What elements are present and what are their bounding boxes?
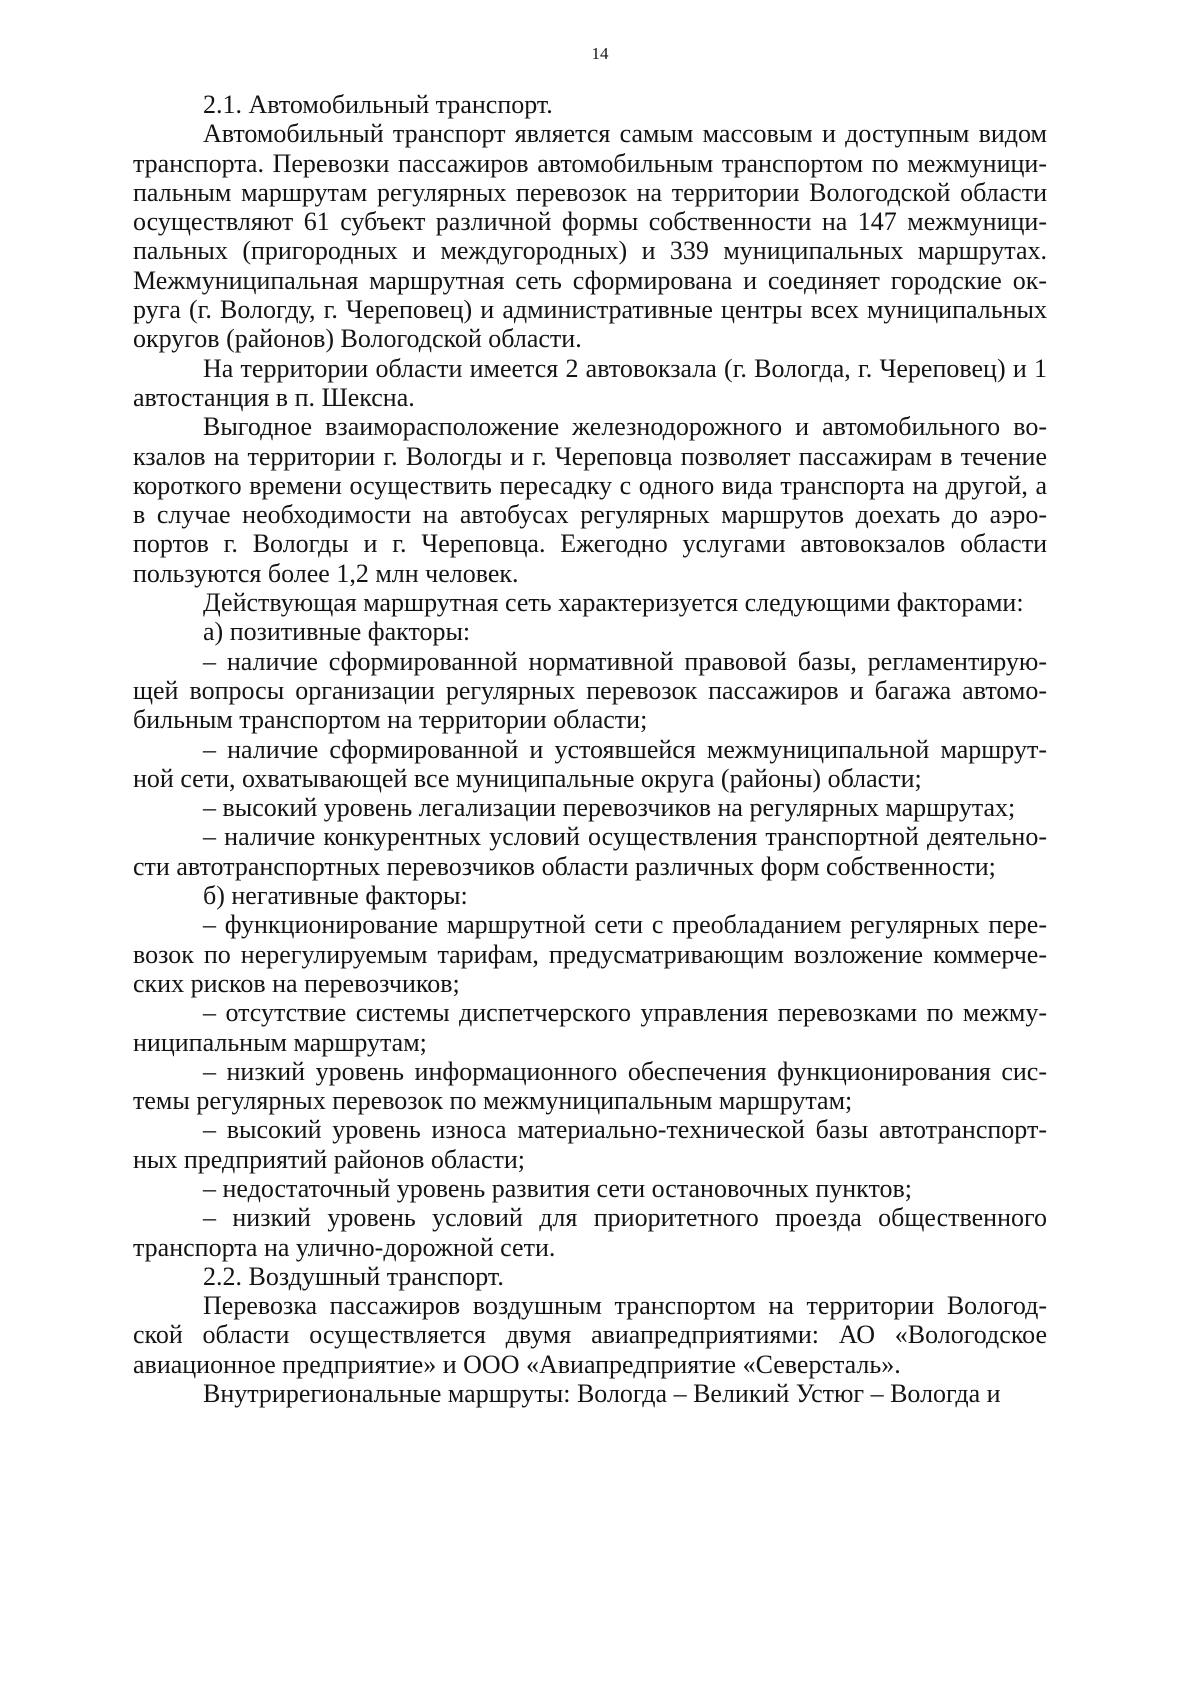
list-item-negative-5: – недостаточный уровень развития сети остановочных пунктов; — [203, 1173, 912, 1203]
document-body — [133, 90, 1047, 1408]
list-item-negative-3: – низкий уровень информационного обеспечения функционирования системы регулярных перевозок по межмуниципальным маршрутам; — [133, 1056, 1047, 1116]
section-heading-air-transport: 2.2. Воздушный транспорт. — [203, 1261, 504, 1291]
paragraph-factors-intro: Действующая маршрутная сеть характеризуется следующими факторами: — [203, 588, 1024, 618]
subheading-positive-factors: а) позитивные факторы: — [203, 617, 471, 647]
list-item-positive-3: – высокий уровень легализации перевозчиков на регулярных маршрутах; — [203, 793, 1016, 823]
section-heading-road-transport: 2.1. Автомобильный транспорт. — [203, 90, 553, 119]
list-item-negative-4: – высокий уровень износа материально-технической базы автотранспортных предприятий районов области; — [133, 1115, 1047, 1174]
list-item-negative-2: – отсутствие системы диспетчерского управления перевозками по межмуниципальным маршрутам; — [133, 998, 1047, 1057]
paragraph-station-location: Выгодное взаиморасположение железнодорожного и автомобильного вокзалов на территории г. Вологды и г. Череповца позволяет пассажирам в течение короткого времени осуществить пересадку с одного вида транспорта на другой, а в случае необходимости на автобусах регулярных маршрутов доехать до аэропортов г. Вологды и г. Череповца. Ежегодно услугами автовокзалов области пользуются более 1,2 млн человек. — [133, 412, 1047, 588]
page-number: 14 — [591, 44, 609, 63]
paragraph-road-transport-overview: Автомобильный транспорт является самым массовым и доступным видом транспорта. Перевозки пассажиров автомобильным транспортом по межмуниципальным маршрутам регулярных перевозок на территории Вологодской области осуществляют 61 субъект различной формы собственности на 147 межмуниципальных (пригородных и междугородных) и 339 муниципальных маршрутах. Межмуниципальная маршрутная сеть сформирована и соединяет городские округа (г. Вологду, г. Череповец) и административные центры всех муниципальных округов (районов) Вологодской области. — [133, 119, 1047, 354]
paragraph-bus-stations: На территории области имеется 2 автовокзала (г. Вологда, г. Череповец) и 1 автостанция в п. Шексна. — [133, 353, 1047, 412]
list-item-positive-1: – наличие сформированной нормативной правовой базы, регламентирующей вопросы организации регулярных перевозок пассажиров и багажа автомобильным транспортом на территории области; — [133, 646, 1047, 735]
list-item-negative-1: – функционирование маршрутной сети с преобладанием регулярных перевозок по нерегулируемым тарифам, предусматривающим возложение коммерческих рисков на перевозчиков; — [133, 910, 1047, 998]
list-item-positive-4: – наличие конкурентных условий осуществления транспортной деятельности автотранспортных перевозчиков области различных форм собственности; — [133, 822, 1047, 881]
paragraph-intraregional-routes: Внутрирегиональные маршруты: Вологда – Великий Устюг – Вологда и — [203, 1379, 1001, 1409]
list-item-negative-6: – низкий уровень условий для приоритетного проезда общественного транспорта на улично-дорожной сети. — [133, 1203, 1047, 1262]
paragraph-air-carriers: Перевозка пассажиров воздушным транспортом на территории Вологодской области осуществляется двумя авиапредприятиями: АО «Вологодское авиационное предприятие» и ООО «Авиапредприятие «Северсталь». — [133, 1291, 1047, 1379]
list-item-positive-2: – наличие сформированной и устоявшейся межмуниципальной маршрутной сети, охватывающей все муниципальные округа (районы) области; — [133, 734, 1047, 793]
subheading-negative-factors: б) негативные факторы: — [203, 881, 468, 911]
